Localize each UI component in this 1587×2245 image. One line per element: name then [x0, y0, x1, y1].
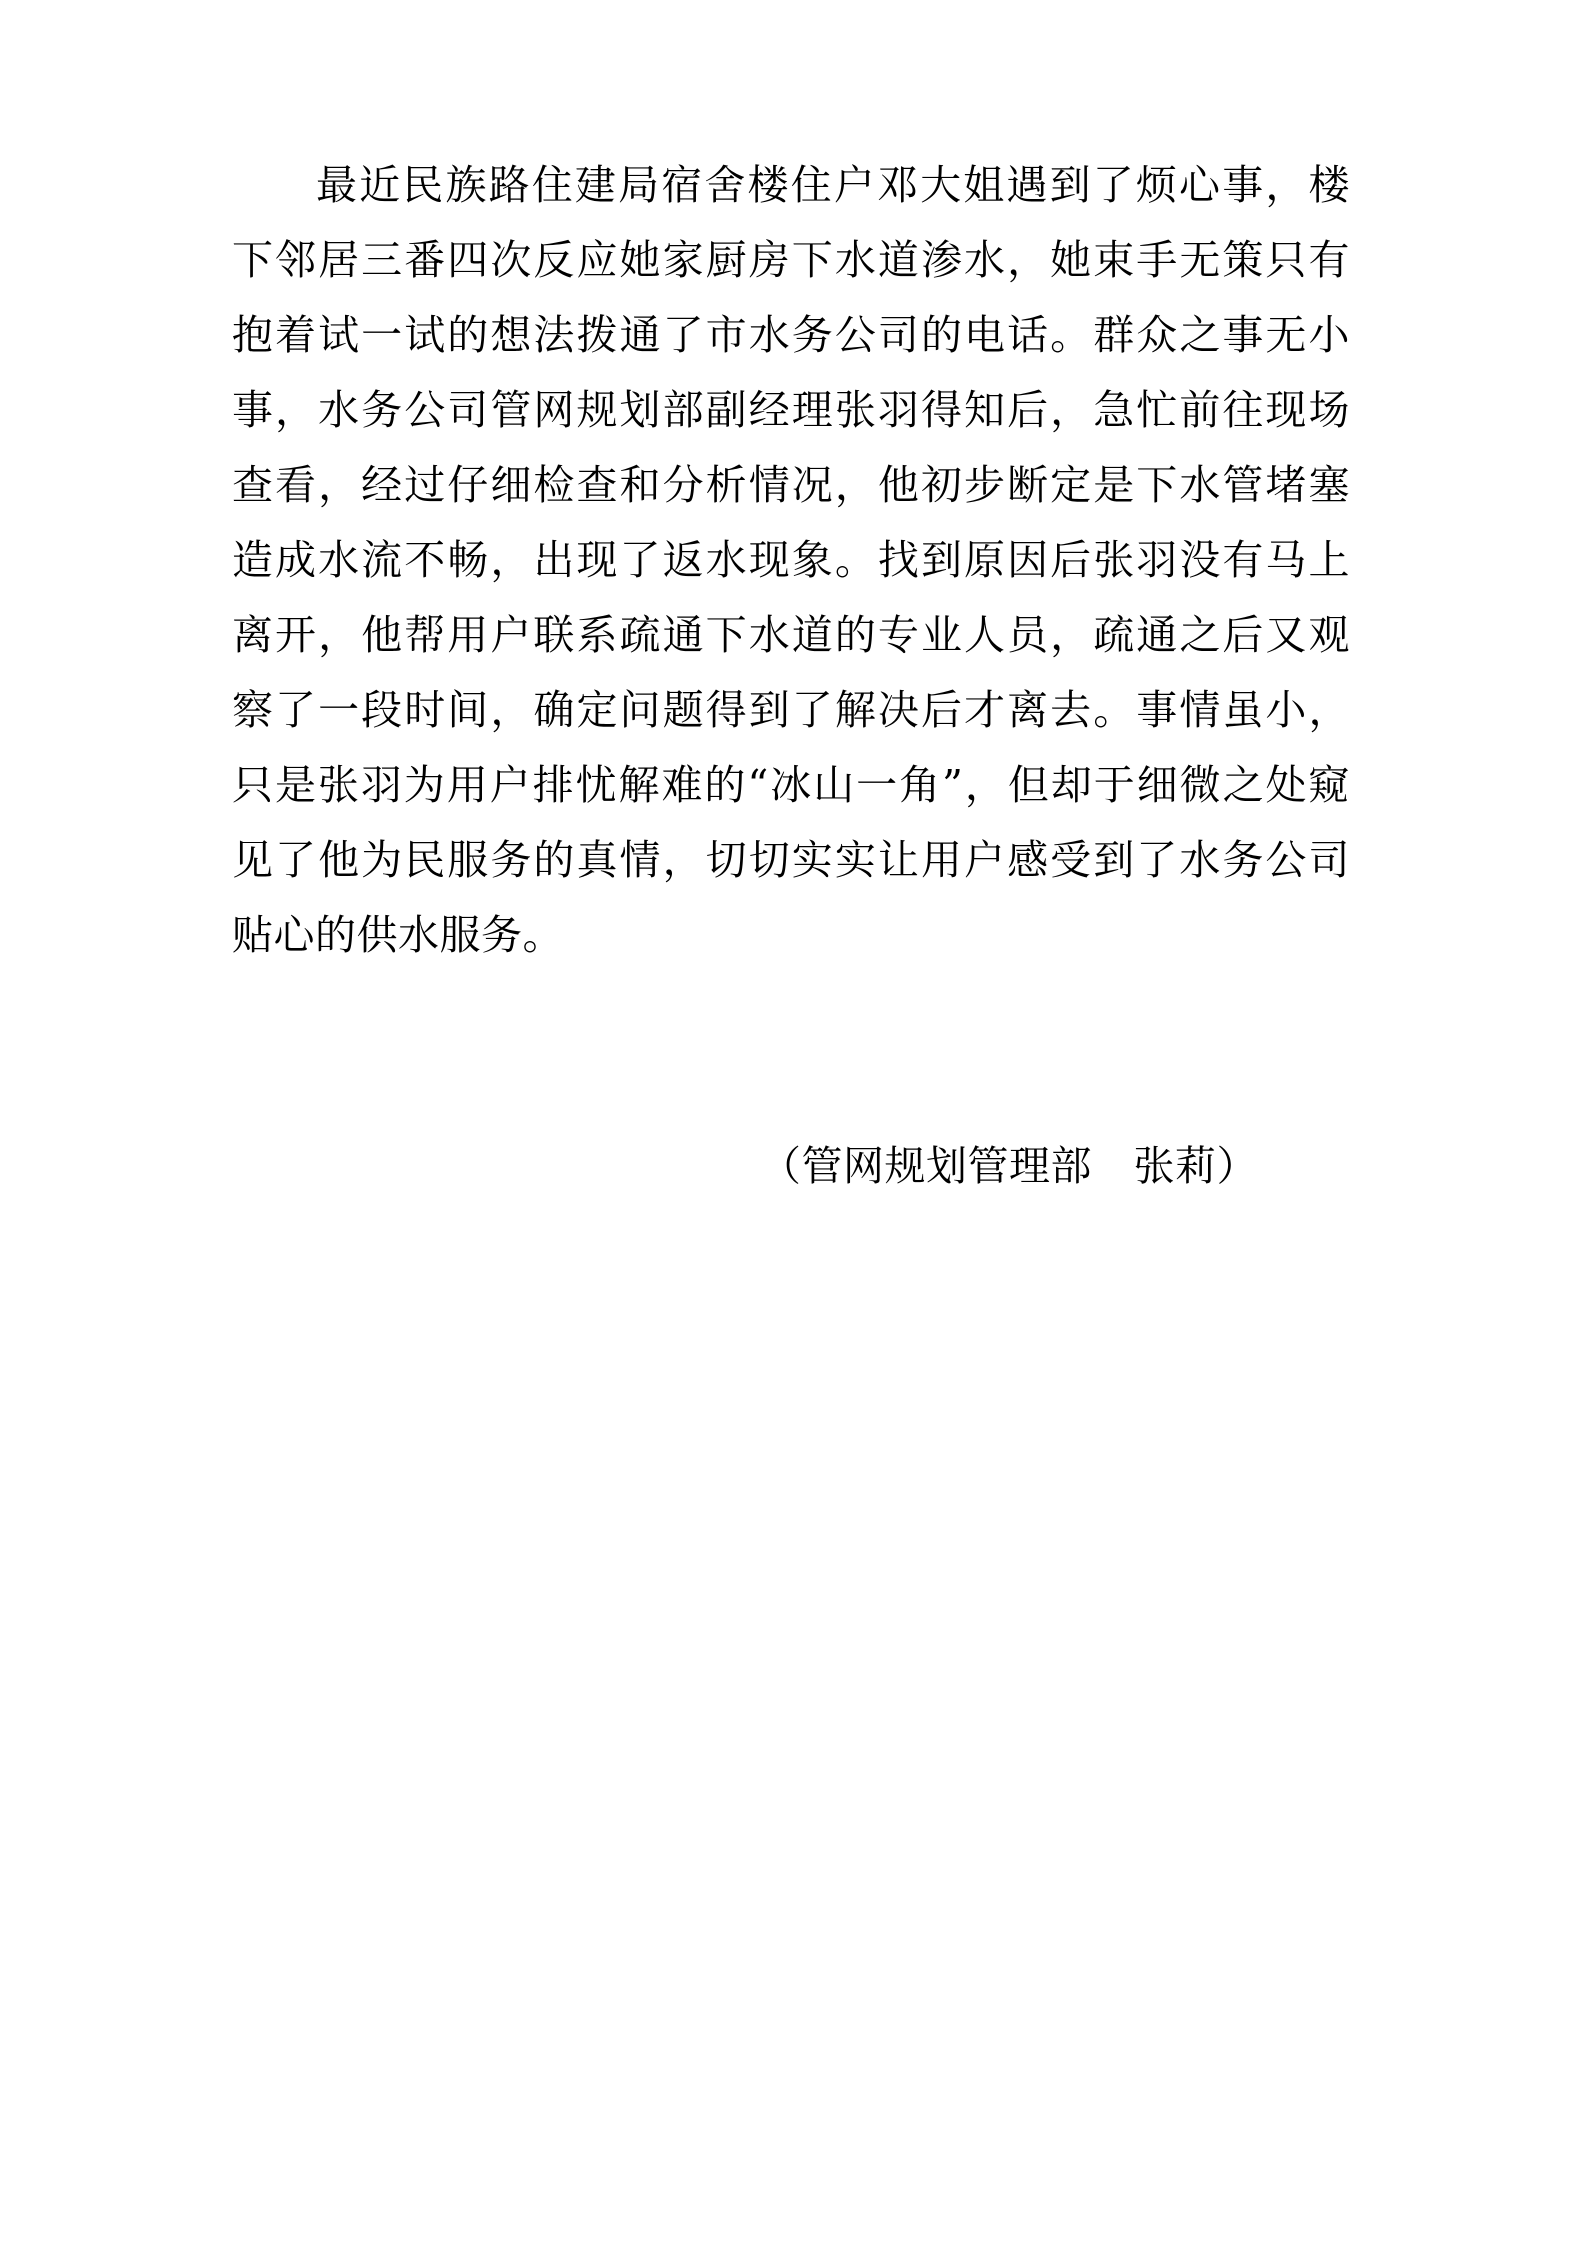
signature-block	[232, 1129, 1350, 1204]
signature-line: （管网规划管理部 张莉）	[760, 1142, 1258, 1190]
body-paragraph: 最近民族路住建局宿舍楼住户邓大姐遇到了烦心事，楼下邻居三番四次反应她家厨房下水道渗水，她束手无策只有抱着试一试的想法拨通了市水务公司的电话。群众之事无小事，水务公司管网规划部副经理张羽得知后，急忙前往现场查看，经过仔细检查和分析情况，他初步断定是下水管堵塞造成水流不畅，出现了返水现象。找到原因后张羽没有马上离开，他帮用户联系疏通下水道的专业人员，疏通之后又观察了一段时间，确定问题得到了解决后才离去。事情虽小，只是张羽为用户排忧解难的“冰山一角”，但却于细微之处窥见了他为民服务的真情，切切实实让用户感受到了水务公司贴心的供水服务。	[232, 161, 1350, 959]
document-content	[232, 148, 1350, 1204]
